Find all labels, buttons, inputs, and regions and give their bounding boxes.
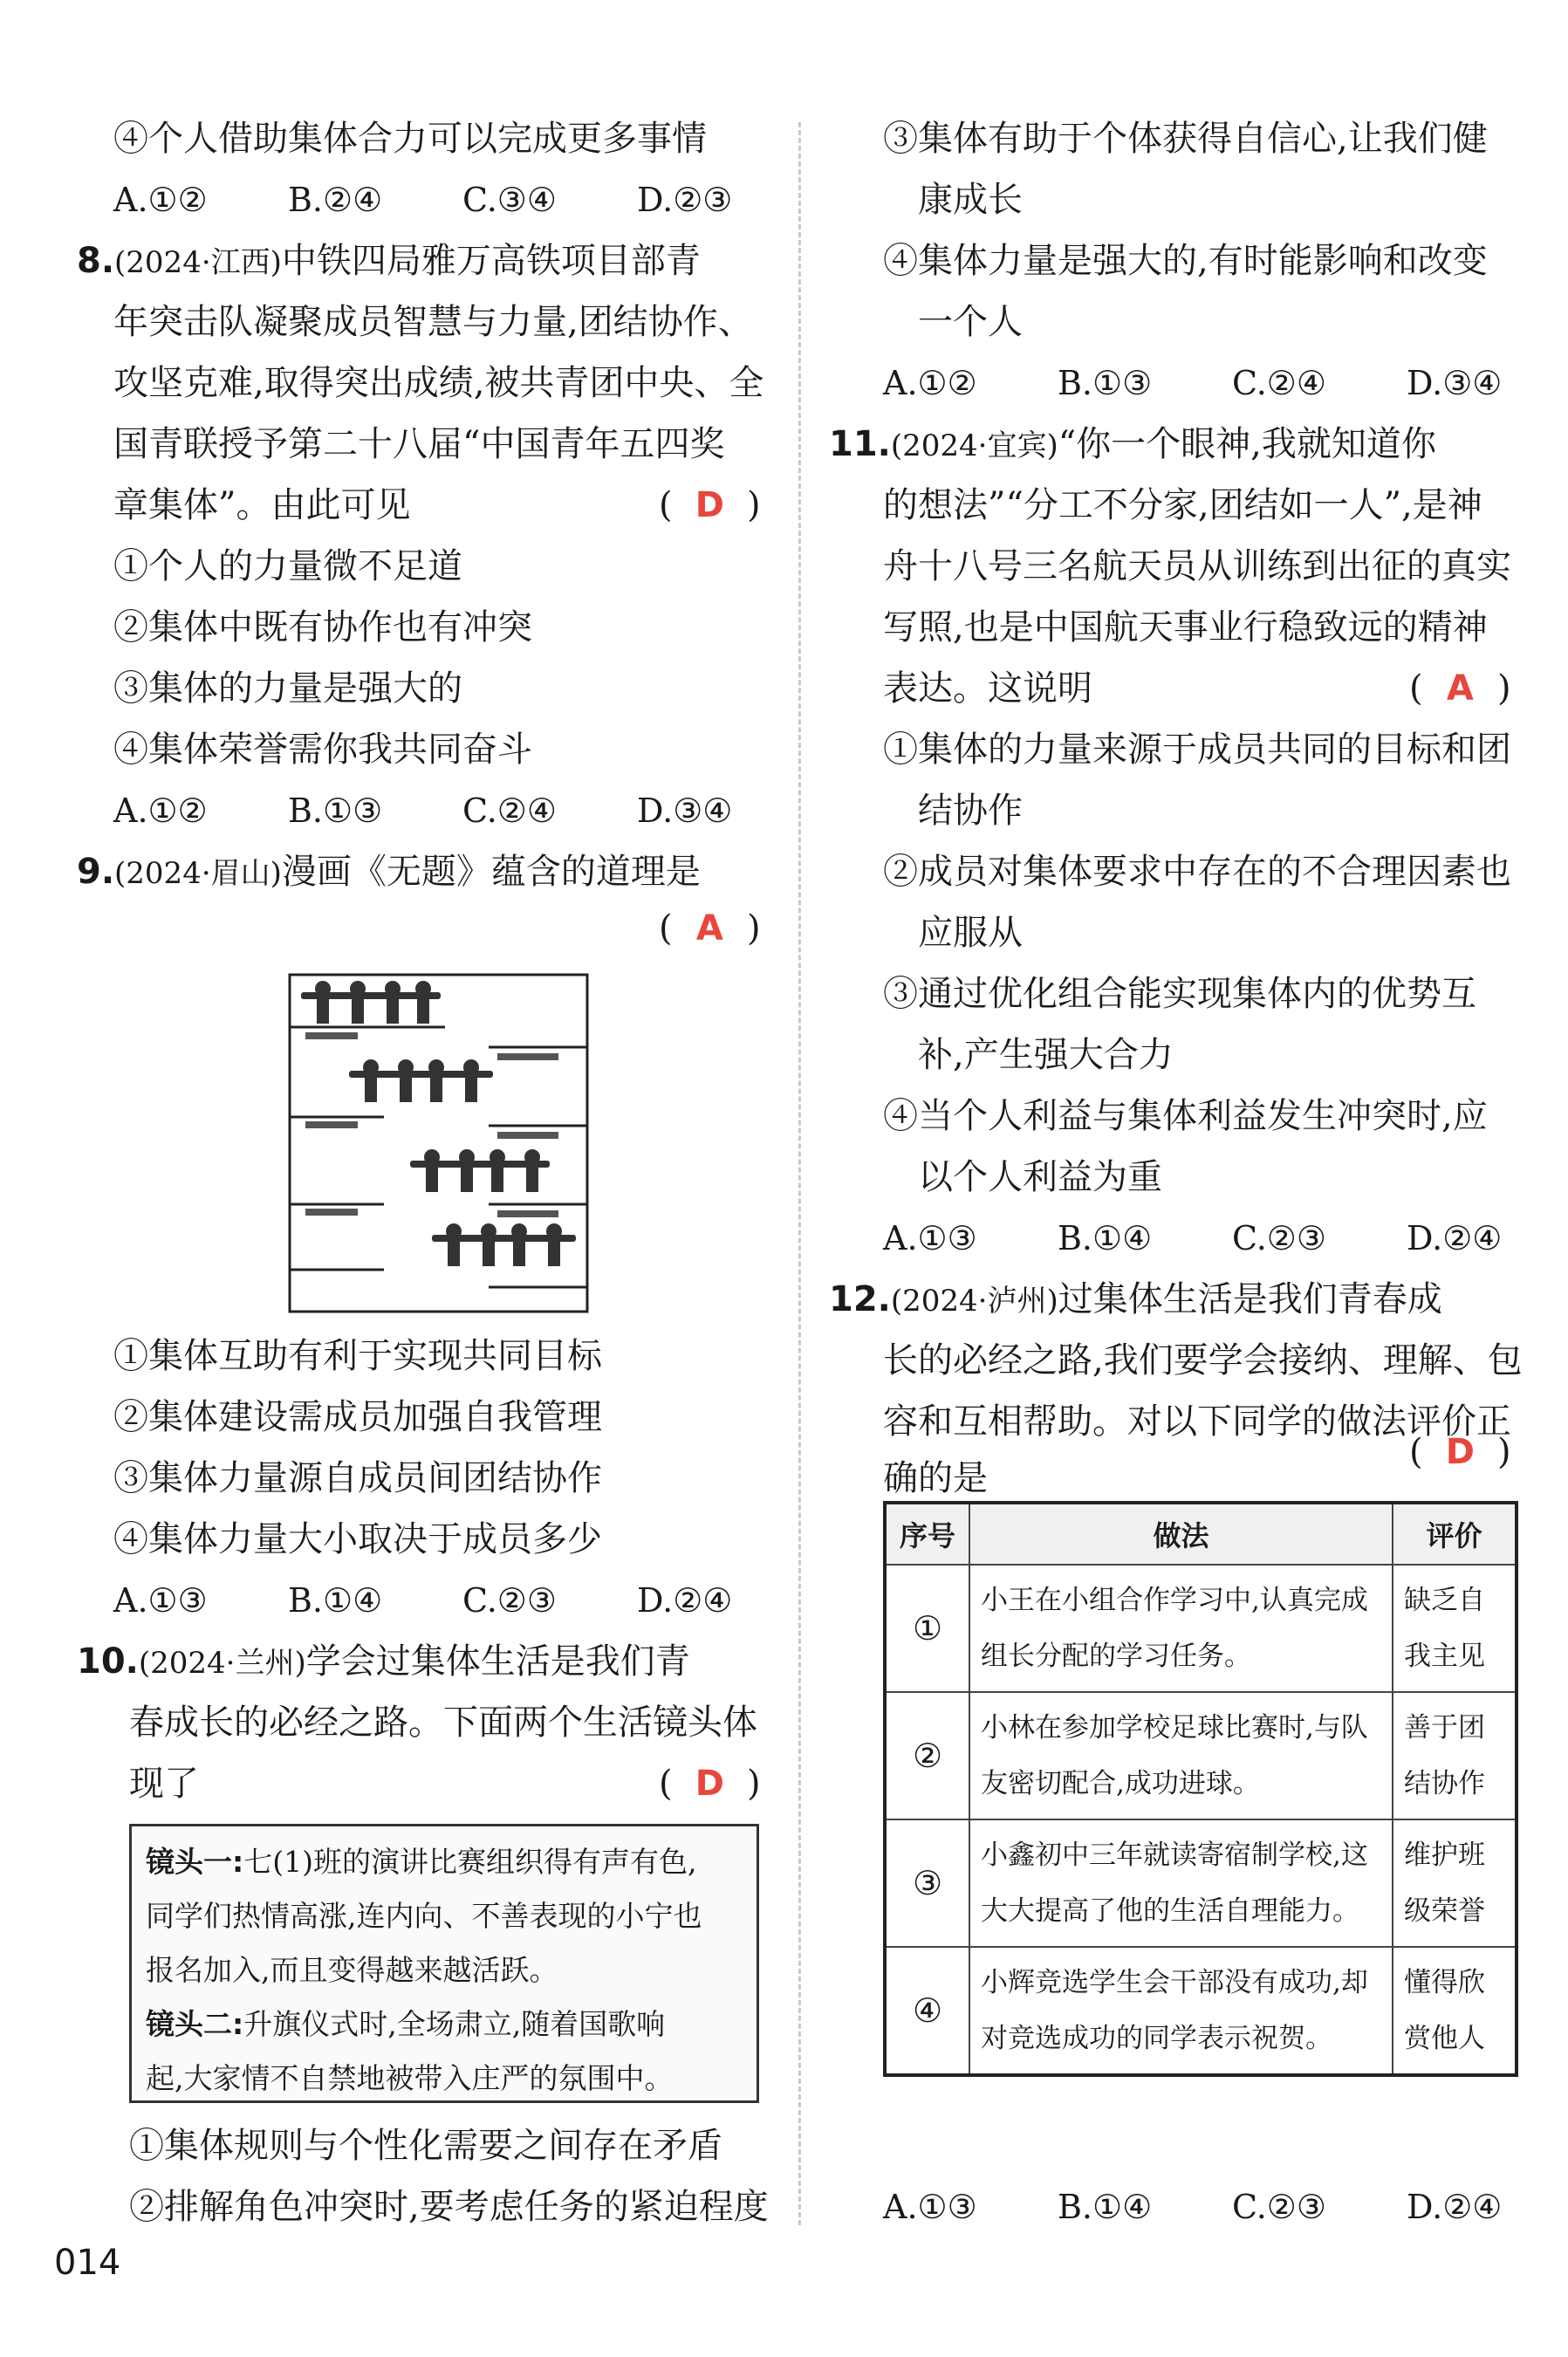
q9-source: (2024·眉山) [114, 856, 282, 891]
q9-item-4: ④集体力量大小取决于成员多少 [113, 1519, 602, 1559]
q9-item-1: ①集体互助有利于实现共同目标 [113, 1336, 602, 1376]
row-practice: 小鑫初中三年就读寄宿制学校,这大大提高了他的生活自理能力。 [969, 1819, 1393, 1947]
option-c[interactable]: C.②④ [462, 791, 557, 830]
row-number: ④ [885, 1947, 969, 2075]
q8-item-1: ①个人的力量微不足道 [113, 546, 462, 586]
option-c[interactable]: C.②③ [1232, 2188, 1326, 2226]
option-a[interactable]: A.①② [883, 364, 977, 402]
q9-first-line [77, 851, 701, 894]
option-d[interactable]: D.②④ [637, 1581, 733, 1620]
q11-item-3b: 补,产生强大合力 [918, 1035, 1174, 1075]
q8-stem-4: 国青联授予第二十八届“中国青年五四奖 [113, 424, 725, 464]
q12-first-line [829, 1278, 1442, 1322]
evaluation-table [883, 1501, 1518, 2077]
q11-item-4b: 以个人利益为重 [918, 1157, 1162, 1197]
row-evaluation: 懂得欣赏他人 [1393, 1947, 1517, 2075]
scene1-label: 镜头一: [146, 1845, 244, 1879]
q11-stem-1: “你一个眼神,我就知道你 [1058, 424, 1436, 464]
q8-stem-1: 中铁四局雅万高铁项目部青 [281, 241, 701, 281]
q12-answer: ( D ) [1409, 1432, 1511, 1472]
q9-stem: 漫画《无题》蕴含的道理是 [281, 852, 701, 892]
option-d[interactable]: D.③④ [637, 791, 733, 830]
q10-stem-1: 学会过集体生活是我们青 [305, 1641, 690, 1682]
q8-first-line [77, 240, 701, 284]
q12-source: (2024·泸州) [890, 1284, 1058, 1319]
q10-answer: ( D ) [659, 1764, 761, 1804]
q11-answer: ( A ) [1409, 668, 1511, 709]
q10-item-1: ①集体规则与个性化需要之间存在矛盾 [129, 2126, 722, 2166]
header-practice: 做法 [969, 1503, 1393, 1565]
row-number: ② [885, 1692, 969, 1819]
scene1-text-1: 七(1)班的演讲比赛组织得有声有色, [243, 1845, 697, 1879]
q11-stem-3: 舟十八号三名航天员从训练到出征的真实 [883, 546, 1511, 586]
q12-stem-2: 长的必经之路,我们要学会接纳、理解、包 [883, 1340, 1523, 1381]
table-row [885, 1819, 1517, 1947]
q12-stem-3: 容和互相帮助。对以下同学的做法评价正 [883, 1401, 1511, 1442]
option-b[interactable]: B.②④ [288, 181, 383, 219]
q10-source: (2024·兰州) [138, 1646, 306, 1681]
row-practice: 小王在小组合作学习中,认真完成组长分配的学习任务。 [969, 1565, 1393, 1692]
q8-stem-5: 章集体”。由此可见 [113, 485, 411, 525]
q12-stem-1: 过集体生活是我们青春成 [1058, 1279, 1442, 1319]
option-b[interactable]: B.①④ [1058, 2188, 1153, 2226]
row-number: ③ [885, 1819, 969, 1947]
scene2-text-1: 升旗仪式时,全场肃立,随着国歌响 [243, 2007, 666, 2041]
option-d[interactable]: D.②④ [1407, 1219, 1503, 1257]
cartoon-image [288, 973, 589, 1313]
q8-item-4: ④集体荣誉需你我共同奋斗 [113, 730, 532, 770]
q10-item-2: ②排解角色冲突时,要考虑任务的紧迫程度 [129, 2187, 769, 2227]
q8-answer: ( D ) [659, 485, 761, 525]
row-number: ① [885, 1565, 969, 1692]
q11-item-1: ①集体的力量来源于成员共同的目标和团 [883, 730, 1511, 770]
option-a[interactable]: A.①③ [113, 1581, 208, 1620]
row-practice: 小林在参加学校足球比赛时,与队友密切配合,成功进球。 [969, 1692, 1393, 1819]
row-evaluation: 善于团结协作 [1393, 1692, 1517, 1819]
q10-number: 10. [77, 1641, 139, 1682]
q9-item-3: ③集体力量源自成员间团结协作 [113, 1458, 602, 1498]
option-a[interactable]: A.①② [113, 181, 208, 219]
q11-first-line [829, 423, 1436, 467]
cont-item-4: ④集体力量是强大的,有时能影响和改变 [883, 241, 1488, 281]
q8-stem-2: 年突击队凝聚成员智慧与力量,团结协作、 [113, 302, 753, 342]
q8-source: (2024·江西) [114, 245, 282, 280]
scene2-text-2: 起,大家情不自禁地被带入庄严的氛围中。 [146, 2061, 674, 2095]
q10-stem-2: 春成长的必经之路。下面两个生活镜头体 [129, 1703, 757, 1743]
q8-item-3: ③集体的力量是强大的 [113, 668, 462, 709]
option-a[interactable]: A.①② [113, 791, 208, 830]
cont-item-3: ③集体有助于个体获得自信心,让我们健 [883, 119, 1488, 159]
q9-answer: ( A ) [659, 908, 761, 949]
option-d[interactable]: D.②④ [1407, 2188, 1503, 2226]
q11-item-2: ②成员对集体要求中存在的不合理因素也 [883, 852, 1511, 892]
option-b[interactable]: B.①④ [1058, 1219, 1153, 1257]
option-c[interactable]: C.②④ [1232, 364, 1326, 402]
q8-item-2: ②集体中既有协作也有冲突 [113, 607, 532, 647]
q10-stem-3: 现了 [129, 1764, 199, 1804]
cont-item-3b: 康成长 [918, 180, 1023, 220]
q9-number: 9. [77, 852, 115, 892]
option-c[interactable]: C.③④ [462, 181, 557, 219]
header-evaluation: 评价 [1393, 1503, 1517, 1565]
scenario-box [129, 1824, 759, 2103]
cont-item-4b: 一个人 [918, 302, 1023, 342]
option-b[interactable]: B.①④ [288, 1581, 383, 1620]
option-d[interactable]: D.③④ [1407, 364, 1503, 402]
option-c[interactable]: C.②③ [1232, 1219, 1326, 1257]
scene1-text-2: 同学们热情高涨,连内向、不善表现的小宁也 [146, 1899, 702, 1933]
q11-stem-4: 写照,也是中国航天事业行稳致远的精神 [883, 607, 1488, 647]
option-a[interactable]: A.①③ [883, 2188, 977, 2226]
table-row [885, 1565, 1517, 1692]
table-row [885, 1947, 1517, 2075]
q11-stem-5: 表达。这说明 [883, 668, 1092, 709]
q11-item-1b: 结协作 [918, 791, 1023, 831]
q11-item-3: ③通过优化组合能实现集体内的优势互 [883, 974, 1476, 1014]
q8-stem-3: 攻坚克难,取得突出成绩,被共青团中央、全 [113, 363, 764, 403]
scene1-text-3: 报名加入,而且变得越来越活跃。 [146, 1953, 558, 1987]
option-a[interactable]: A.①③ [883, 1219, 977, 1257]
row-evaluation: 维护班级荣誉 [1393, 1819, 1517, 1947]
q11-item-4: ④当个人利益与集体利益发生冲突时,应 [883, 1096, 1488, 1136]
header-number: 序号 [885, 1503, 969, 1565]
option-b[interactable]: B.①③ [288, 791, 383, 830]
q9-item-2: ②集体建设需成员加强自我管理 [113, 1397, 602, 1437]
row-practice: 小辉竞选学生会干部没有成功,却对竞选成功的同学表示祝贺。 [969, 1947, 1393, 2075]
q12-stem-4: 确的是 [883, 1458, 988, 1498]
q11-number: 11. [829, 424, 891, 464]
q11-stem-2: 的想法”“分工不分家,团结如一人”,是神 [883, 485, 1482, 525]
q12-number: 12. [829, 1279, 891, 1319]
option-b[interactable]: B.①③ [1058, 364, 1153, 402]
option-c[interactable]: C.②③ [462, 1581, 557, 1620]
option-d[interactable]: D.②③ [637, 181, 733, 219]
q11-source: (2024·宜宾) [890, 428, 1058, 463]
table-header-row [885, 1503, 1517, 1565]
q10-first-line [77, 1641, 690, 1684]
top-item: ④个人借助集体合力可以完成更多事情 [113, 119, 707, 159]
scene2-label: 镜头二: [146, 2007, 244, 2041]
table-row [885, 1692, 1517, 1819]
row-evaluation: 缺乏自我主见 [1393, 1565, 1517, 1692]
q8-number: 8. [77, 241, 115, 281]
page-number: 014 [54, 2243, 121, 2283]
column-divider [798, 122, 801, 2225]
q11-item-2b: 应服从 [918, 913, 1023, 953]
